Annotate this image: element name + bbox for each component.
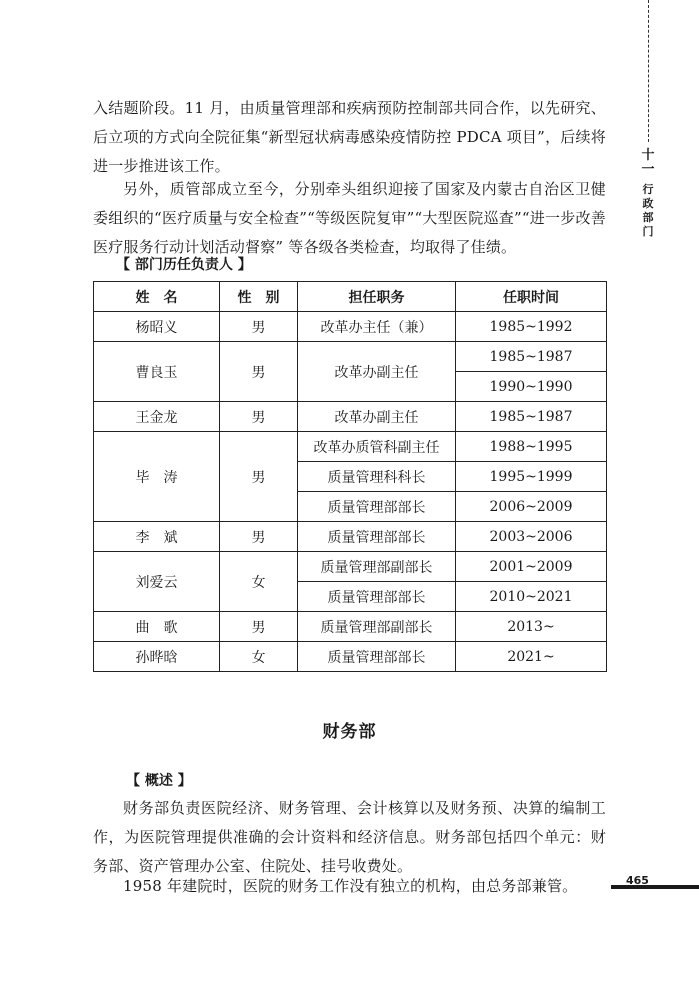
leader-post: 质量管理科科长 (298, 462, 456, 492)
leader-name: 杨昭义 (94, 312, 220, 342)
leader-gender: 女 (220, 642, 298, 672)
leader-name: 刘爱云 (94, 552, 220, 612)
paragraph-history: 1958 年建院时，医院的财务工作没有独立的机构，由总务部兼管。 (123, 877, 578, 895)
leader-gender: 男 (220, 402, 298, 432)
leader-term: 1985~1987 (456, 342, 607, 372)
table-row (94, 642, 607, 672)
leader-term: 2001~2009 (456, 552, 607, 582)
table-row (94, 522, 607, 552)
margin-dashed-rule (648, 0, 649, 142)
leader-gender: 男 (220, 432, 298, 522)
page-number: 465 (626, 874, 649, 887)
paragraph-overview: 财务部负责医院经济、财务管理、会计核算以及财务预、决算的编制工作，为医院管理提供准确的会计资料和经济信息。财务部包括四个单元：财务部、资产管理办公室、住院处、挂号收费处。 (93, 799, 606, 875)
leader-term: 1990~1990 (456, 372, 607, 402)
leader-term: 2013~ (456, 612, 607, 642)
leader-term: 1988~1995 (456, 432, 607, 462)
table-row (94, 432, 607, 462)
overview-heading: 【 概述 】 (126, 773, 192, 789)
table-row (94, 402, 607, 432)
leader-post: 改革办质管科副主任 (298, 432, 456, 462)
leader-post: 质量管理部部长 (298, 492, 456, 522)
chapter-number: 十一 (641, 148, 655, 177)
leader-name: 孙晔晗 (94, 642, 220, 672)
leader-term: 1985~1992 (456, 312, 607, 342)
leader-name: 毕 涛 (94, 432, 220, 522)
leader-post: 改革办副主任 (298, 402, 456, 432)
leader-gender: 女 (220, 552, 298, 612)
column-header-name: 姓 名 (94, 282, 220, 312)
leader-gender: 男 (220, 522, 298, 552)
leader-name: 曲 歌 (94, 612, 220, 642)
leader-post: 质量管理部部长 (298, 642, 456, 672)
table-row (94, 552, 607, 582)
leader-term: 1985~1987 (456, 402, 607, 432)
table-header-row (94, 282, 607, 312)
leader-term: 2021~ (456, 642, 607, 672)
paragraph-intro: 入结题阶段。11 月，由质量管理部和疾病预防控制部共同合作，以先研究、后立项的方式向全院征集“新型冠状病毒感染疫情防控 PDCA 项目”，后续将进一步推进该工作。 (93, 99, 606, 175)
leader-term: 1995~1999 (456, 462, 607, 492)
leader-term: 2010~2021 (456, 582, 607, 612)
leader-gender: 男 (220, 342, 298, 402)
table-row (94, 342, 607, 372)
leaders-table (93, 281, 607, 672)
column-header-term: 任职时间 (456, 282, 607, 312)
leader-gender: 男 (220, 312, 298, 342)
chapter-title: 行政部门 (642, 183, 654, 238)
section-title: 财务部 (322, 722, 377, 742)
leader-term: 2003~2006 (456, 522, 607, 552)
leader-name: 曹良玉 (94, 342, 220, 402)
leader-post: 质量管理部副部长 (298, 552, 456, 582)
leader-post: 改革办主任（兼） (298, 312, 456, 342)
table-row (94, 312, 607, 342)
column-header-post: 担任职务 (298, 282, 456, 312)
leader-gender: 男 (220, 612, 298, 642)
leader-name: 王金龙 (94, 402, 220, 432)
leader-post: 质量管理部部长 (298, 522, 456, 552)
leader-post: 质量管理部副部长 (298, 612, 456, 642)
leader-post: 质量管理部部长 (298, 582, 456, 612)
leader-post: 改革办副主任 (298, 342, 456, 402)
paragraph-inspections: 另外，质管部成立至今，分别牵头组织迎接了国家及内蒙古自治区卫健委组织的“医疗质量与安全检查”“等级医院复审”“大型医院巡查”“进一步改善医疗服务行动计划活动督察” 等各级各类检查，均取得了佳绩。 (93, 180, 606, 256)
leaders-heading: 【 部门历任负责人 】 (116, 257, 252, 273)
leader-term: 2006~2009 (456, 492, 607, 522)
table-row (94, 612, 607, 642)
column-header-gender: 性 别 (220, 282, 298, 312)
leader-name: 李 斌 (94, 522, 220, 552)
chapter-side-tab (640, 149, 656, 239)
page-number-bar (611, 885, 699, 889)
